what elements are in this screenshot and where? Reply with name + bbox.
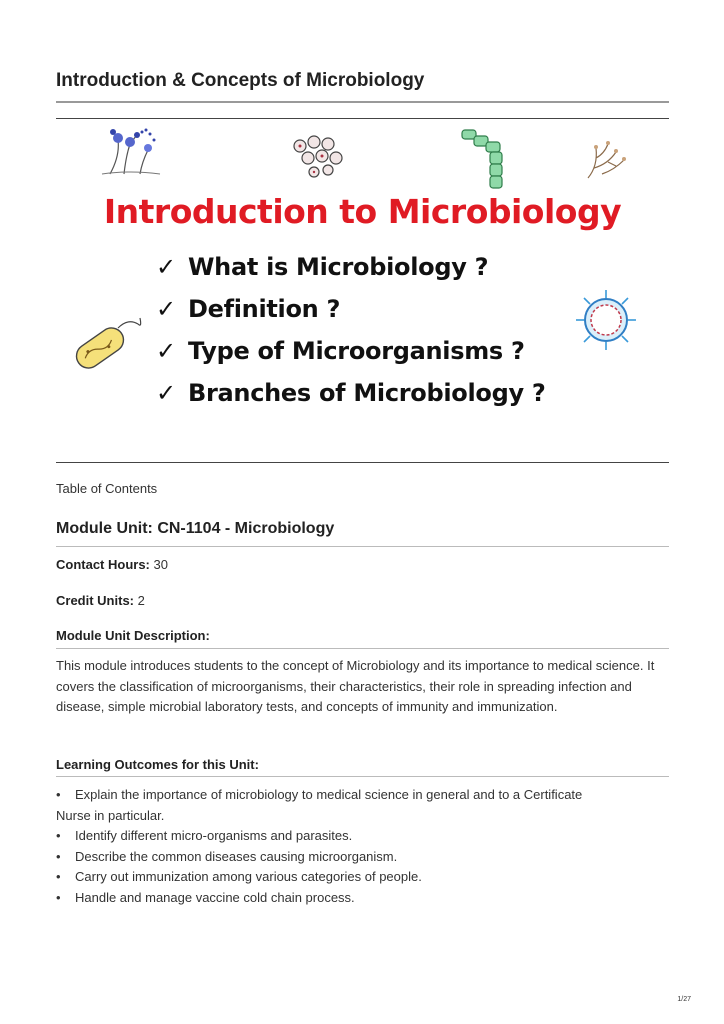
banner-item — [156, 288, 546, 330]
credit-units — [56, 593, 145, 608]
contact-hours — [56, 557, 168, 572]
title-underline — [56, 101, 669, 103]
banner-item — [156, 330, 546, 372]
list-item — [56, 826, 668, 847]
cocci-icon — [288, 134, 352, 182]
banner-item-text: Type of Microorganisms ? — [188, 337, 525, 365]
table-of-contents-toggle[interactable]: Table of Contents — [56, 481, 158, 496]
fungus-icon — [100, 126, 170, 176]
outcome-text: Identify different micro-organisms and parasites. — [75, 828, 353, 843]
description-heading-rule — [56, 648, 669, 649]
learning-outcomes-list — [56, 785, 668, 908]
outcomes-heading: Learning Outcomes for this Unit: — [56, 757, 259, 772]
credit-units-label: Credit Units: — [56, 593, 134, 608]
checkmark-icon: ✓ — [156, 337, 176, 365]
banner-image — [56, 122, 669, 457]
list-item — [56, 867, 668, 888]
module-description: This module introduces students to the concept of Microbiology and its importance to medical science. It covers the classification of microorganisms, their characteristics, their role in spreading infection and disease, simple microbial laboratory tests, and concepts of immunity and immunization. — [56, 658, 655, 714]
bullet-icon: • — [56, 787, 61, 802]
virus-icon — [574, 288, 638, 352]
bacterium-icon — [68, 314, 144, 374]
banner-top-rule — [56, 118, 669, 119]
bullet-icon: • — [56, 869, 61, 884]
bullet-icon: • — [56, 828, 61, 843]
page-title: Introduction & Concepts of Microbiology — [56, 70, 425, 91]
list-item — [56, 888, 668, 909]
checkmark-icon: ✓ — [156, 295, 176, 323]
bullet-icon: • — [56, 889, 61, 905]
banner-item — [156, 246, 546, 288]
banner-bottom-rule — [56, 462, 669, 463]
hyphae-icon — [582, 138, 628, 180]
outcome-text: Explain the importance of microbiology to medical science in general and to a Certificate — [75, 787, 583, 802]
bullet-icon: • — [56, 848, 61, 864]
banner-question-list — [156, 246, 546, 414]
checkmark-icon: ✓ — [156, 379, 176, 407]
module-heading: Module Unit: CN-1104 - Microbiology — [56, 520, 335, 537]
outcome-text: Carry out immunization among various categories of people. — [75, 869, 422, 884]
checkmark-icon: ✓ — [156, 253, 176, 281]
page-number: 1/27 — [677, 996, 691, 1003]
outcome-text: Handle and manage vaccine cold chain process. — [75, 889, 355, 905]
outcome-text-continued: Nurse in particular. — [56, 807, 165, 823]
banner-item-text: Branches of Microbiology ? — [188, 379, 546, 407]
contact-hours-value: 30 — [153, 557, 168, 572]
description-heading: Module Unit Description: — [56, 628, 210, 643]
module-heading-rule — [56, 546, 669, 547]
outcome-text: Describe the common diseases causing microorganism. — [75, 848, 398, 864]
contact-hours-label: Contact Hours: — [56, 557, 150, 572]
banner-item-text: What is Microbiology ? — [188, 253, 489, 281]
list-item — [56, 847, 668, 868]
credit-units-value: 2 — [137, 593, 145, 608]
list-item — [56, 785, 668, 826]
banner-item-text: Definition ? — [188, 295, 341, 323]
banner-item — [156, 372, 546, 414]
outcomes-heading-rule — [56, 776, 669, 777]
bacilli-chain-icon — [460, 128, 516, 190]
banner-heading: Introduction to Microbiology — [103, 192, 622, 231]
